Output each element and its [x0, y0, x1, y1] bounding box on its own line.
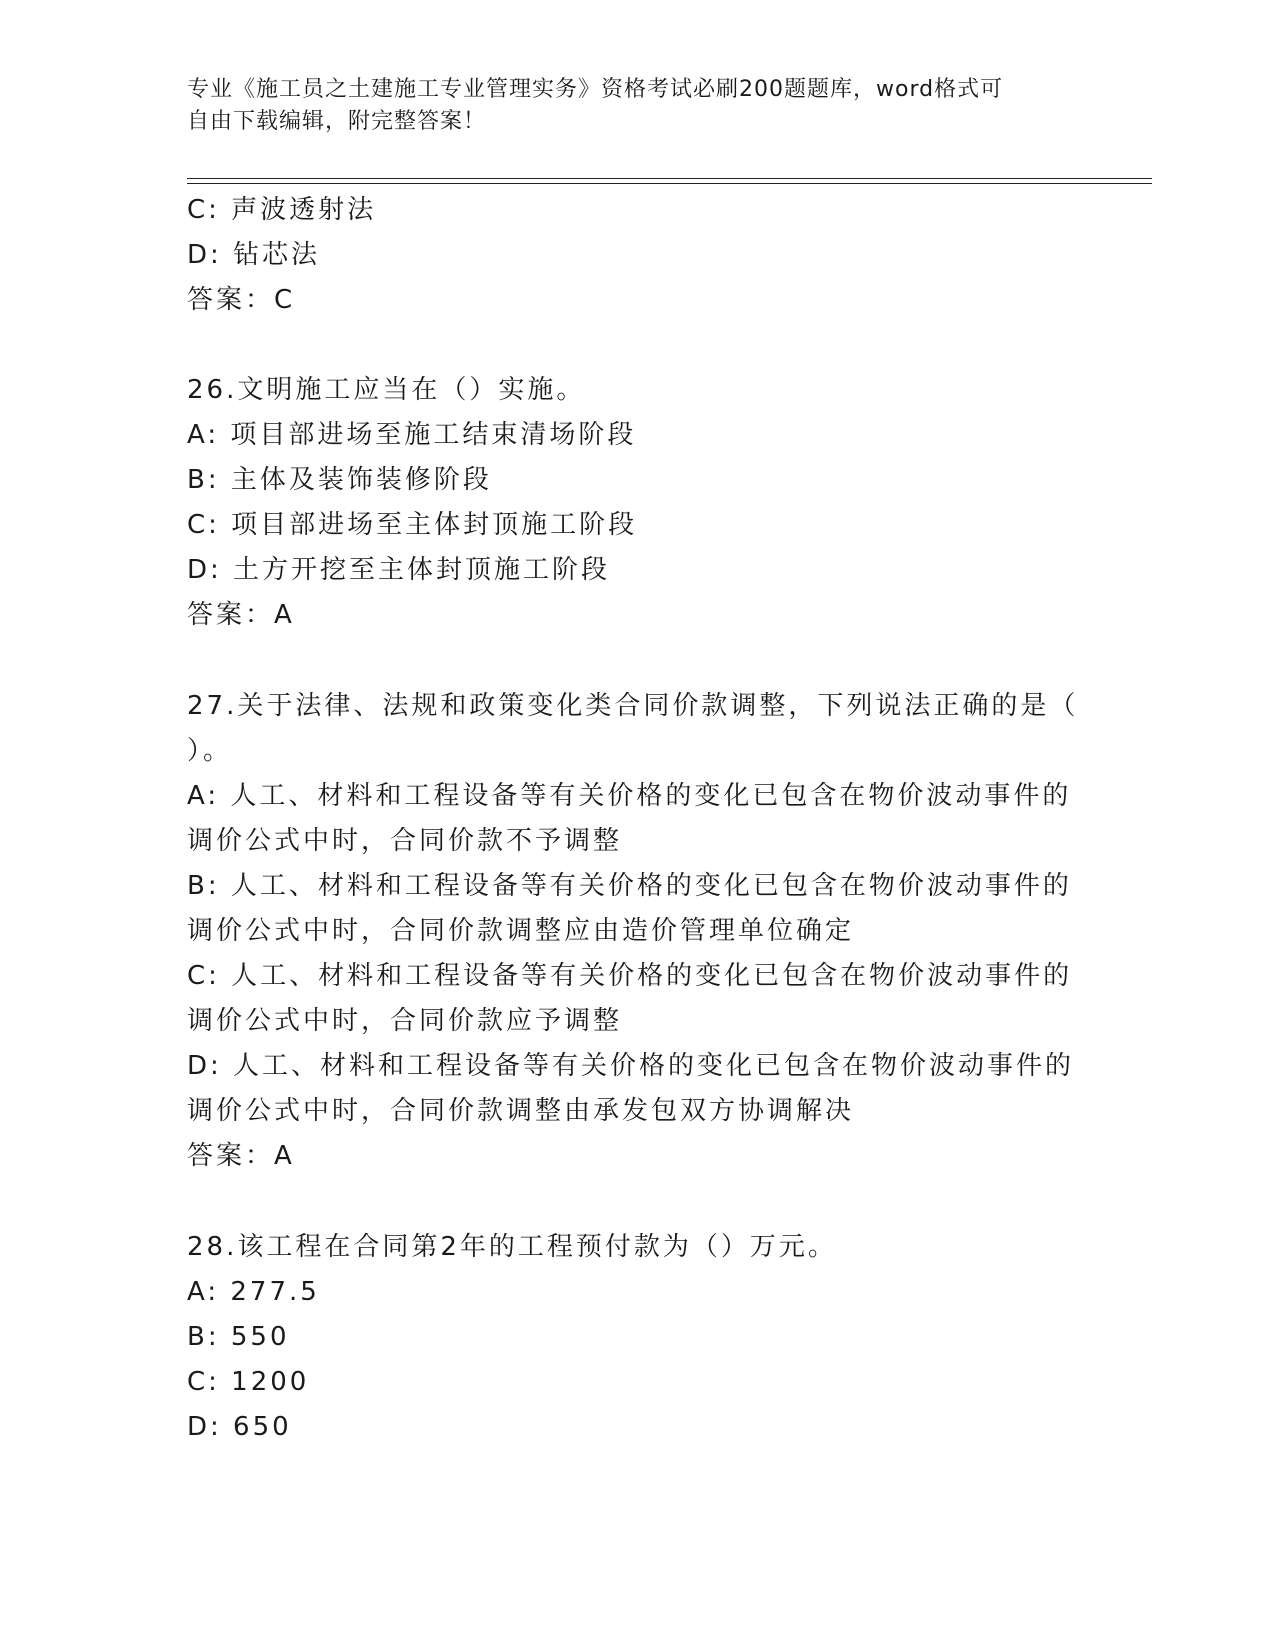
question-27-line-2: ）。: [187, 736, 233, 766]
answer-q26: 答案：A: [187, 600, 295, 630]
option-c-q27-line-1: C: 人工、材料和工程设备等有关价格的变化已包含在物价波动事件的: [187, 961, 1073, 991]
option-d-q26: D: 土方开挖至主体封顶施工阶段: [187, 555, 611, 585]
option-c-q26: C: 项目部进场至主体封顶施工阶段: [187, 510, 638, 540]
question-26: 26.文明施工应当在（）实施。: [187, 375, 586, 405]
option-d-q27-line-1: D: 人工、材料和工程设备等有关价格的变化已包含在物价波动事件的: [187, 1051, 1075, 1081]
option-b-q27-line-1: B: 人工、材料和工程设备等有关价格的变化已包含在物价波动事件的: [187, 871, 1072, 901]
header-line-1: 专业《施工员之土建施工专业管理实务》资格考试必刷200题题库，word格式可: [187, 77, 1004, 102]
answer-q27: 答案：A: [187, 1141, 295, 1171]
option-b-q27-line-2: 调价公式中时，合同价款调整应由造价管理单位确定: [187, 916, 855, 946]
option-a-q27-line-1: A: 人工、材料和工程设备等有关价格的变化已包含在物价波动事件的: [187, 781, 1072, 811]
answer-q25: 答案：C: [187, 285, 296, 315]
question-27-line-1: 27.关于法律、法规和政策变化类合同价款调整，下列说法正确的是（: [187, 691, 1079, 721]
option-c-q25: C: 声波透射法: [187, 195, 377, 225]
option-a-q27-line-2: 调价公式中时，合同价款不予调整: [187, 826, 623, 856]
question-28: 28.该工程在合同第2年的工程预付款为（）万元。: [187, 1232, 837, 1262]
option-d-q28: D: 650: [187, 1412, 292, 1442]
option-b-q28: B: 550: [187, 1322, 290, 1352]
option-c-q28: C: 1200: [187, 1367, 310, 1397]
option-a-q26: A: 项目部进场至施工结束清场阶段: [187, 420, 637, 450]
header-rule-bottom: [187, 183, 1152, 184]
document-header: [187, 74, 1067, 138]
option-d-q27-line-2: 调价公式中时，合同价款调整由承发包双方协调解决: [187, 1096, 855, 1126]
option-b-q26: B: 主体及装饰装修阶段: [187, 465, 492, 495]
header-rule-top: [187, 178, 1152, 179]
option-d-q25: D: 钻芯法: [187, 240, 321, 270]
option-a-q28: A: 277.5: [187, 1277, 320, 1307]
header-line-2: 自由下载编辑，附完整答案！: [187, 109, 487, 134]
option-c-q27-line-2: 调价公式中时，合同价款应予调整: [187, 1006, 623, 1036]
